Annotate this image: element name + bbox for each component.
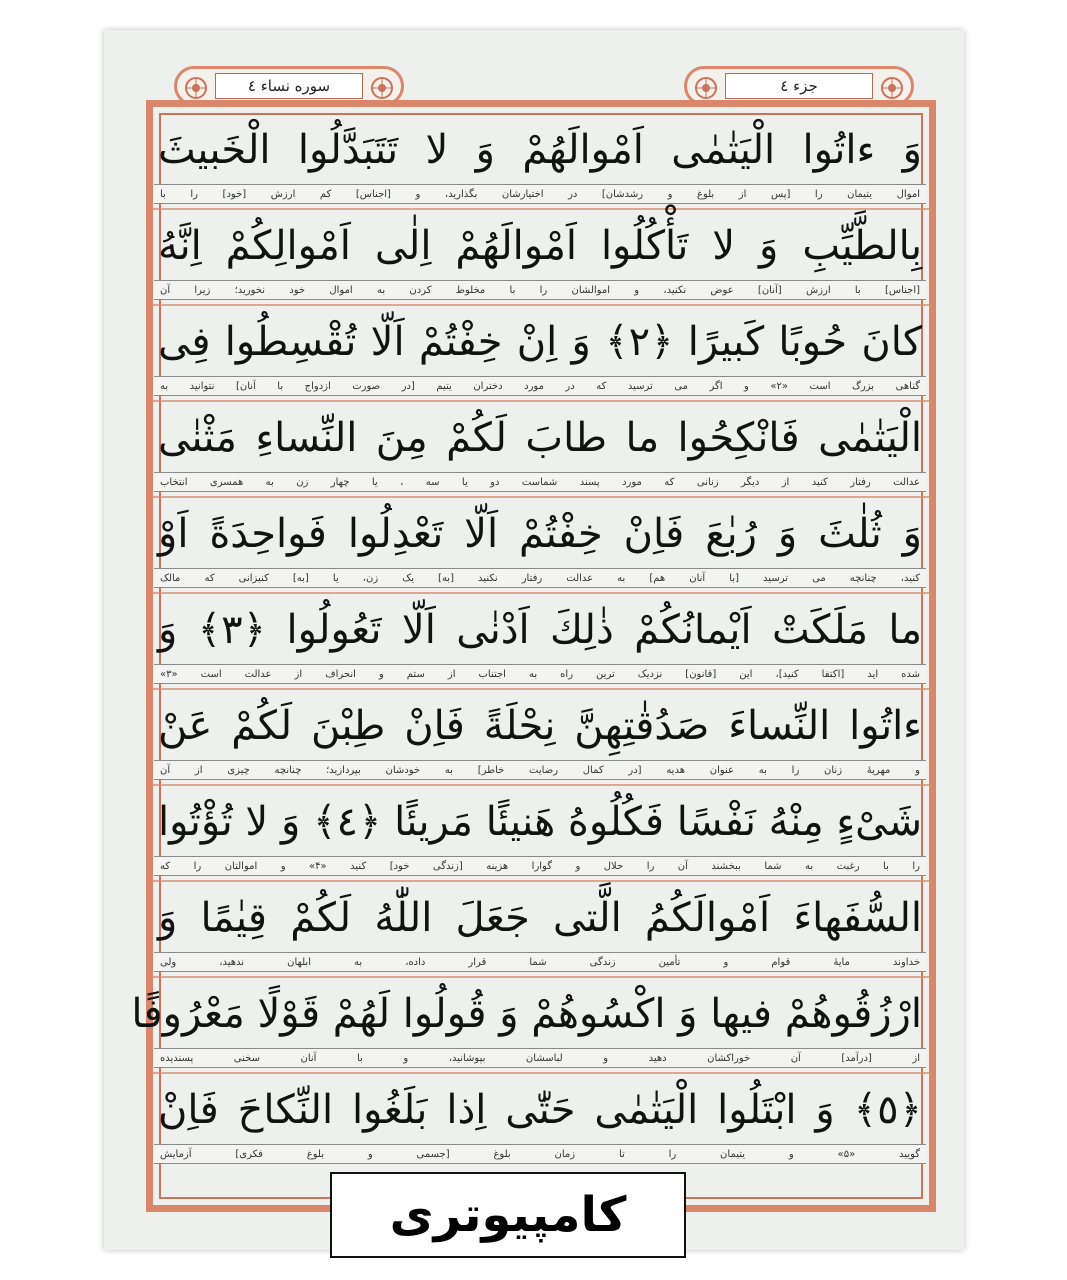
persian-translation: شده اید [اکتفا کنید]، این [قانون] نزدیک ترین راه به اجتناب از ستم و انحراف از عدالت است «۳»: [154, 664, 926, 684]
verse-line: [154, 114, 926, 210]
mushaf-page: [104, 30, 964, 1250]
surah-name: سوره نساء ٤: [247, 77, 331, 95]
verse-line: [154, 210, 926, 306]
verse-line: [154, 306, 926, 402]
arabic-text: ﴿٥﴾ وَ ابْتَلُوا الْيَتٰمٰى حَتّٰى اِذا بَلَغُوا النِّكاحَ فَاِنْ: [158, 1087, 922, 1133]
verse-line: [131, 978, 926, 1074]
persian-translation: از [درآمد] آن خوراکشان دهید و لباسشان بپوشانید، و با آنان سخنی پسندیده: [154, 1048, 926, 1068]
verse-line: [154, 498, 926, 594]
persian-translation: اموال یتیمان را [پس از بلوغ و رشدشان] در اختیارشان بگذارید، و [اجناس] کم ارزش [خود] را با: [154, 184, 926, 204]
verse-line: [154, 786, 926, 882]
persian-translation: گناهی بزرگ است «۲» و اگر می ترسید که در مورد دختران یتیم [در صورت ازدواج با آنان] نتوانید به: [154, 376, 926, 396]
ornament-icon: [879, 75, 905, 101]
arabic-text: ارْزُقُوهُمْ فيها وَ اكْسُوهُمْ وَ قُولُوا لَهُمْ قَوْلًا مَعْرُوفًا: [131, 991, 922, 1037]
computer-label-text: کامپیوتری: [389, 1187, 627, 1243]
verse-lines: [131, 114, 926, 1170]
ornament-icon: [183, 75, 209, 101]
persian-translation: [اجناس] با ارزش [آنان] عوض نکنید، و اموالشان را با مخلوط کردن به اموال خود نخورید؛ زیرا آن: [154, 280, 926, 300]
ornament-icon: [693, 75, 719, 101]
persian-translation: کنید، چنانچه می ترسید [با آنان هم] به عدالت رفتار نکنید [به] یک زن، یا [به] کنیزانی که مالک: [154, 568, 926, 588]
verse-line: [154, 594, 926, 690]
computer-label: [330, 1172, 686, 1258]
arabic-text: ءاتُوا النِّساءَ صَدُقٰتِهِنَّ نِحْلَةً فَاِنْ طِبْنَ لَكُمْ عَنْ: [158, 703, 922, 749]
arabic-text: وَ ثُلٰثَ وَ رُبٰعَ فَاِنْ خِفْتُمْ اَلّا تَعْدِلُوا فَواحِدَةً اَوْ: [158, 511, 922, 557]
verse-line: [154, 402, 926, 498]
arabic-text: بِالطَّيِّبِ وَ لا تَأْكُلُوا اَمْوالَهُمْ اِلٰى اَمْوالِكُمْ اِنَّهُ: [158, 223, 922, 269]
verse-line: [154, 882, 926, 978]
arabic-text: كانَ حُوبًا كَبيرًا ﴿٢﴾ وَ اِنْ خِفْتُمْ اَلّا تُقْسِطُوا فِى: [158, 319, 923, 365]
ornament-icon: [369, 75, 395, 101]
verse-line: [154, 1074, 926, 1170]
persian-translation: را با رغبت به شما ببخشند آن را حلال و گوارا هزینه [زندگی خود] کنید «۴» و اموالتان را که: [154, 856, 926, 876]
arabic-text: شَىْءٍ مِنْهُ نَفْسًا فَكُلُوهُ هَنيئًا مَريئًا ﴿٤﴾ وَ لا تُؤْتُوا: [158, 799, 923, 845]
persian-translation: خداوند مایهٔ قوام و تأمین زندگی شما قرار داده، به ابلهان ندهید، ولی: [154, 952, 926, 972]
juz-number: جزء ٤: [780, 77, 818, 95]
verse-line: [154, 690, 926, 786]
persian-translation: گویید «۵» و یتیمان را تا زمان بلوغ [جسمی و بلوغ فکری] آزمایش: [154, 1144, 926, 1164]
persian-translation: عدالت رفتار کنید از دیگر زنانی که مورد پسند شماست دو یا سه ، یا چهار زن به همسری انتخاب: [154, 472, 926, 492]
arabic-text: وَ ءاتُوا الْيَتٰمٰى اَمْوالَهُمْ وَ لا تَتَبَدَّلُوا الْخَبيثَ: [158, 127, 922, 173]
persian-translation: و مهریهٔ زنان را به عنوان هدیه [در کمال رضایت خاطر] به خودشان بپردازید؛ چنانچه چیزی از آن: [154, 760, 926, 780]
arabic-text: ما مَلَكَتْ اَيْمانُكُمْ ذٰلِكَ اَدْنٰى اَلّا تَعُولُوا ﴿٣﴾ وَ: [158, 607, 922, 653]
arabic-text: السُّفَهاءَ اَمْوالَكُمُ الَّتى جَعَلَ اللّٰهُ لَكُمْ قِيٰمًا وَ: [158, 895, 922, 941]
arabic-text: الْيَتٰمٰى فَانْكِحُوا ما طابَ لَكُمْ مِنَ النِّساءِ مَثْنٰى: [158, 415, 922, 461]
